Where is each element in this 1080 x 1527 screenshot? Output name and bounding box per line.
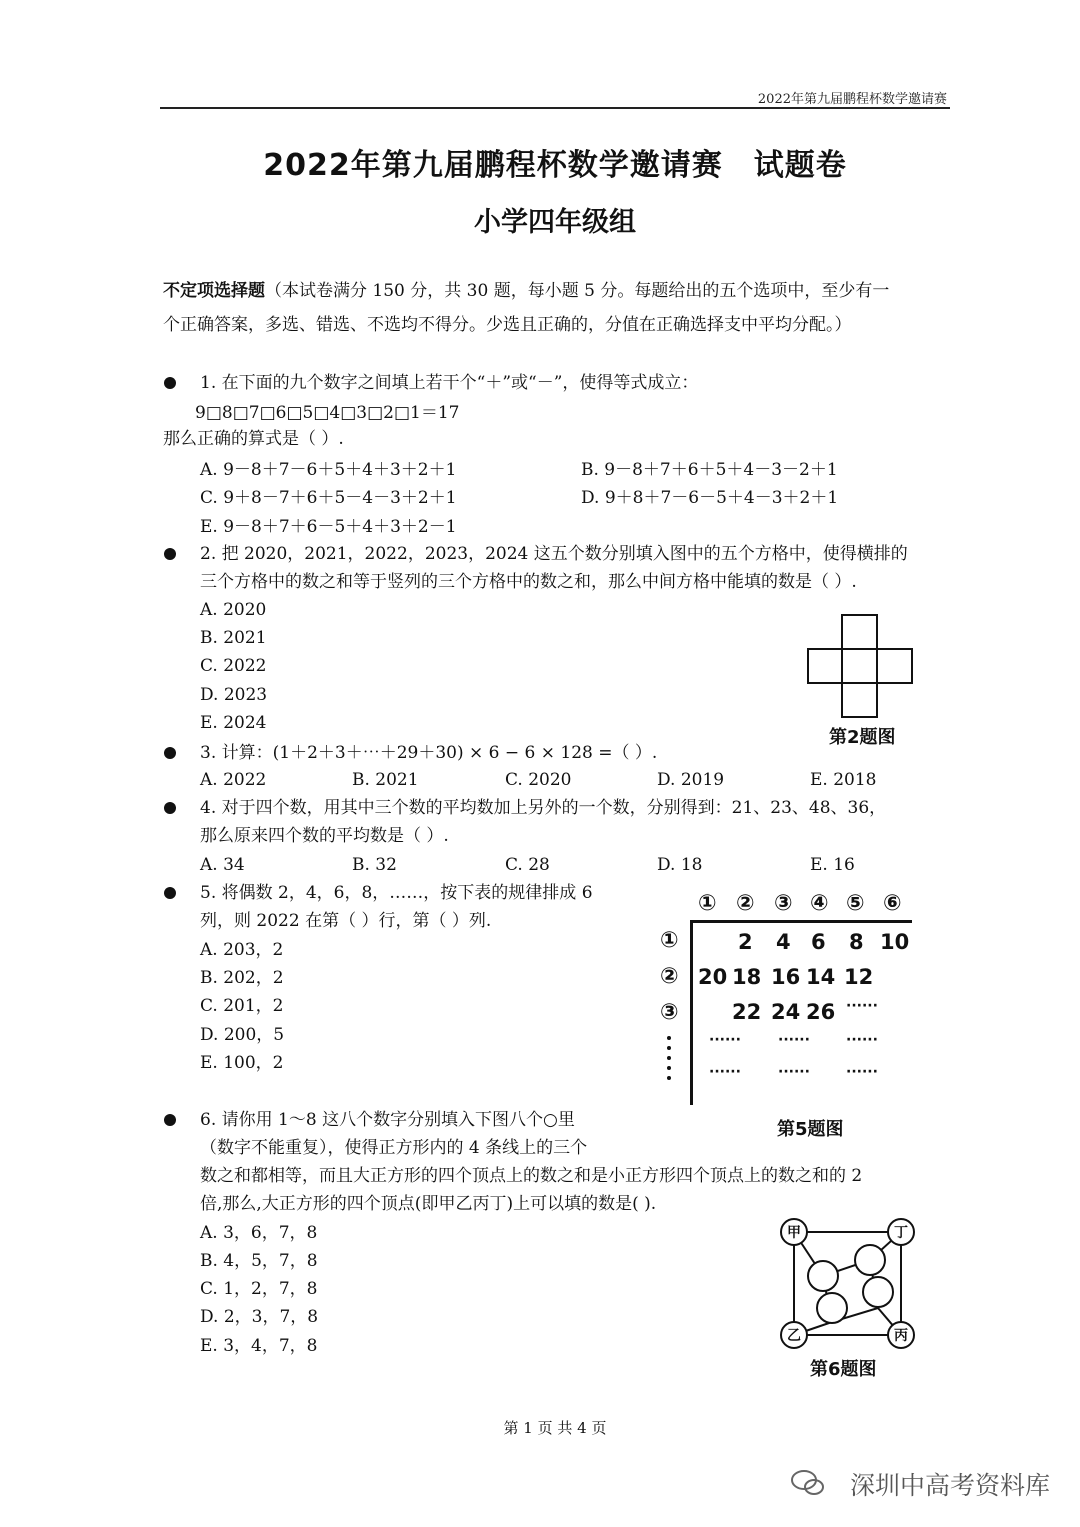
q2-option: C. 2022 [200,656,267,676]
corner-label: 丁 [894,1225,908,1241]
q1-option: A. 9－8＋7－6＋5＋4＋3＋2＋1 [200,460,457,480]
q3-option: A. 2022 [200,770,267,790]
cross-grid-figure [806,613,914,719]
table-dots: ······ [846,1032,878,1048]
row-head: ③ [660,1000,679,1025]
grid-cell [842,615,877,649]
row-head: ① [660,928,679,953]
grid-cell [877,649,912,683]
bullet [164,802,176,814]
q5-option: E. 100，2 [200,1053,284,1073]
inner-circle [863,1277,893,1307]
q3-option: E. 2018 [810,770,877,790]
q2-option: A. 2020 [200,600,267,620]
row-head: ② [660,964,679,989]
bullet [164,548,176,560]
q3-option: B. 2021 [352,770,419,790]
q1-option: E. 9－8＋7＋6－5＋4＋3＋2－1 [200,517,457,537]
table-dots: ······ [709,1064,741,1080]
figure-caption: 第5题图 [777,1119,844,1140]
table-cell: 16 [771,965,801,989]
figure-caption: 第6题图 [810,1359,877,1380]
table-dots: ······ [778,1064,810,1080]
q1-ask: 那么正确的算式是（ ）. [163,429,344,449]
q3-option: C. 2020 [505,770,572,790]
instructions-line-2: 个正确答案，多选、错选、不选均不得分。少选且正确的，分值在正确选择支中平均分配。） [163,315,852,335]
corner-label: 丙 [894,1328,908,1344]
table-dots: ······ [709,1032,741,1048]
q4-option: A. 34 [200,855,245,875]
q6-option: B. 4，5，7，8 [200,1251,318,1271]
wechat-icon [790,1468,826,1498]
figure-caption: 第2题图 [829,727,896,748]
col-head: ② [736,891,755,916]
col-head: ⑥ [883,891,902,916]
q1-stem: 1. 在下面的九个数字之间填上若干个“＋”或“－”，使得等式成立： [200,373,699,393]
q2-line-2: 三个方格中的数之和等于竖列的三个方格中的数之和，那么中间方格中能填的数是（ ）. [200,572,857,592]
col-head: ⑤ [846,891,865,916]
table-dots: ······ [778,1032,810,1048]
q5-line-2: 列，则 2022 在第（ ）行，第（ ）列. [200,911,492,931]
q4-option: B. 32 [352,855,397,875]
col-head: ① [698,891,717,916]
page-subtitle: 小学四年级组 [474,207,636,238]
table-cell: 4 [776,930,791,954]
table-top-rule [690,920,912,923]
q4-option: C. 28 [505,855,550,875]
q6-line-1: 6. 请你用 1～8 这八个数字分别填入下图八个○里 [200,1110,575,1130]
table-left-rule [690,920,693,1105]
q5-line-1: 5. 将偶数 2，4，6，8，……，按下表的规律排成 6 [200,883,593,903]
table-cell: 8 [849,930,864,954]
q1-option: B. 9－8＋7＋6＋5＋4－3－2＋1 [581,460,838,480]
q2-line-1: 2. 把 2020，2021，2022，2023，2024 这五个数分别填入图中的五个方格中，使得横排的 [200,544,908,564]
col-head: ④ [810,891,829,916]
q3-stem: 3. 计算：(1＋2＋3＋⋯＋29＋30) × 6 − 6 × 128 =（ ）. [200,743,658,763]
inner-circle [808,1261,838,1291]
watermark-text: 深圳中高考资料库 [849,1471,1050,1500]
table-cell: 6 [811,930,826,954]
square-circles-figure [775,1213,920,1353]
q1-option: C. 9＋8－7＋6＋5－4－3＋2＋1 [200,488,457,508]
q1-option: D. 9＋8＋7－6－5＋4－3＋2＋1 [581,488,839,508]
q4-option: D. 18 [657,855,703,875]
table-cell: 12 [844,965,874,989]
q6-option: C. 1，2，7，8 [200,1279,318,1299]
q6-line-2: （数字不能重复），使得正方形内的 4 条线上的三个 [200,1138,588,1158]
instructions-text: （本试卷满分 150 分，共 30 题，每小题 5 分。每题给出的五个选项中，至少有一 [265,281,890,301]
q6-option: D. 2，3，7，8 [200,1307,319,1327]
inner-circle [855,1245,885,1275]
q6-option: A. 3，6，7，8 [200,1223,318,1243]
table-cell: 10 [880,930,910,954]
bullet [164,887,176,899]
table-cell: 18 [732,965,762,989]
bullet [164,377,176,389]
table-cell: 24 [771,1000,801,1024]
page-title: 2022年第九届鹏程杯数学邀请赛 试题卷 [263,148,847,183]
q2-option: E. 2024 [200,713,267,733]
inner-circle [817,1293,847,1323]
q6-option: E. 3，4，7，8 [200,1336,318,1356]
grid-cell [842,649,877,683]
table-cell: 26 [806,1000,836,1024]
table-cell: 2 [738,930,753,954]
q1-equation: 9□8□7□6□5□4□3□2□1＝17 [195,403,460,423]
q5-option: B. 202，2 [200,968,284,988]
q5-option: C. 201，2 [200,996,284,1016]
q6-line-4: 倍,那么,大正方形的四个顶点(即甲乙丙丁)上可以填的数是( ). [200,1194,657,1214]
page-number: 第 1 页 共 4 页 [503,1419,607,1437]
bullet [164,1114,176,1126]
q3-option: D. 2019 [657,770,725,790]
q4-line-2: 那么原来四个数的平均数是（ ）. [200,826,449,846]
q6-line-3: 数之和都相等，而且大正方形的四个顶点上的数之和是小正方形四个顶点上的数之和的 2 [200,1166,863,1186]
corner-label: 甲 [787,1225,801,1241]
q5-option: A. 203，2 [200,940,284,960]
col-head: ③ [774,891,793,916]
grid-cell [808,649,842,683]
q2-option: D. 2023 [200,685,268,705]
table-dots: ······ [846,1064,878,1080]
corner-label: 乙 [787,1328,801,1344]
q2-option: B. 2021 [200,628,267,648]
table-cell: 22 [732,1000,762,1024]
grid-cell [842,683,877,717]
vertical-dots [664,1034,674,1086]
bullet [164,747,176,759]
q4-option: E. 16 [810,855,855,875]
instructions-line-1 [163,277,889,305]
table-dots: ······ [846,998,878,1014]
q4-line-1: 4. 对于四个数，用其中三个数的平均数加上另外的一个数，分别得到：21、23、48、36， [200,798,887,818]
instructions-label: 不定项选择题 [163,281,265,301]
table-cell: 20 [698,965,728,989]
table-cell: 14 [806,965,836,989]
q5-option: D. 200，5 [200,1025,285,1045]
running-header: 2022年第九届鹏程杯数学邀请赛 [757,92,947,107]
header-rule [160,107,950,109]
